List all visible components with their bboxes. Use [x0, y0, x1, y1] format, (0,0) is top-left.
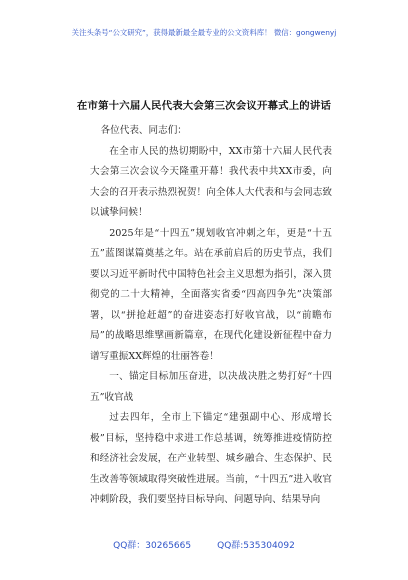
footer-contact	[0, 538, 408, 551]
salutation: 各位代表、同志们：	[100, 125, 187, 136]
paragraph-review: 过去四年，全市上下锚定“建强副中心、形成增长极”目标，坚持稳中求进工作总基调，统筹推进疫情防控和经济社会发展，在产业转型、城乡融合、生态保护、民生改善等领域取得突破性进展。当前，“十四五”进入收官冲刺阶段，我们要坚持目标导向、问题导向、结果导向	[90, 412, 332, 505]
paragraph-context: 2025年是“十四五”规划收官冲刺之年，更是“十五五”蓝图谋篇奠基之年。站在承前启后的历史节点，我们要以习近平新时代中国特色社会主义思想为指引，深入贯彻党的二十大精神，全面落实省委“四高四争先”决策部署，以“拼抢赶超”的奋进姿态打好收官战，以“前瞻布局”的战略思维擘画新篇章，在现代化建设新征程中奋力谱写重振XX辉煌的壮丽答卷！	[90, 227, 332, 362]
header-notice: 关注头条号“公文研究”，获得最新最全最专业的公文资料库！ 微信：gongwenyj	[71, 28, 337, 37]
document-title: 在市第十六届人民代表大会第三次会议开幕式上的讲话	[76, 100, 332, 112]
footer-qq-group-2: QQ群:535304092	[217, 541, 295, 551]
footer-qq-group-1: QQ群：30265665	[113, 541, 192, 551]
document-body	[90, 121, 332, 511]
section-heading-one: 一、锚定目标加压奋进，以决战决胜之势打好“十四五”收官战	[90, 371, 332, 403]
paragraph-opening: 在全市人民的热切期盼中，XX市第十六届人民代表大会第三次会议今天隆重开幕！我代表中共XX市委，向大会的召开表示热烈祝贺！向全体人大代表和与会同志致以诚挚问候！	[90, 145, 332, 218]
